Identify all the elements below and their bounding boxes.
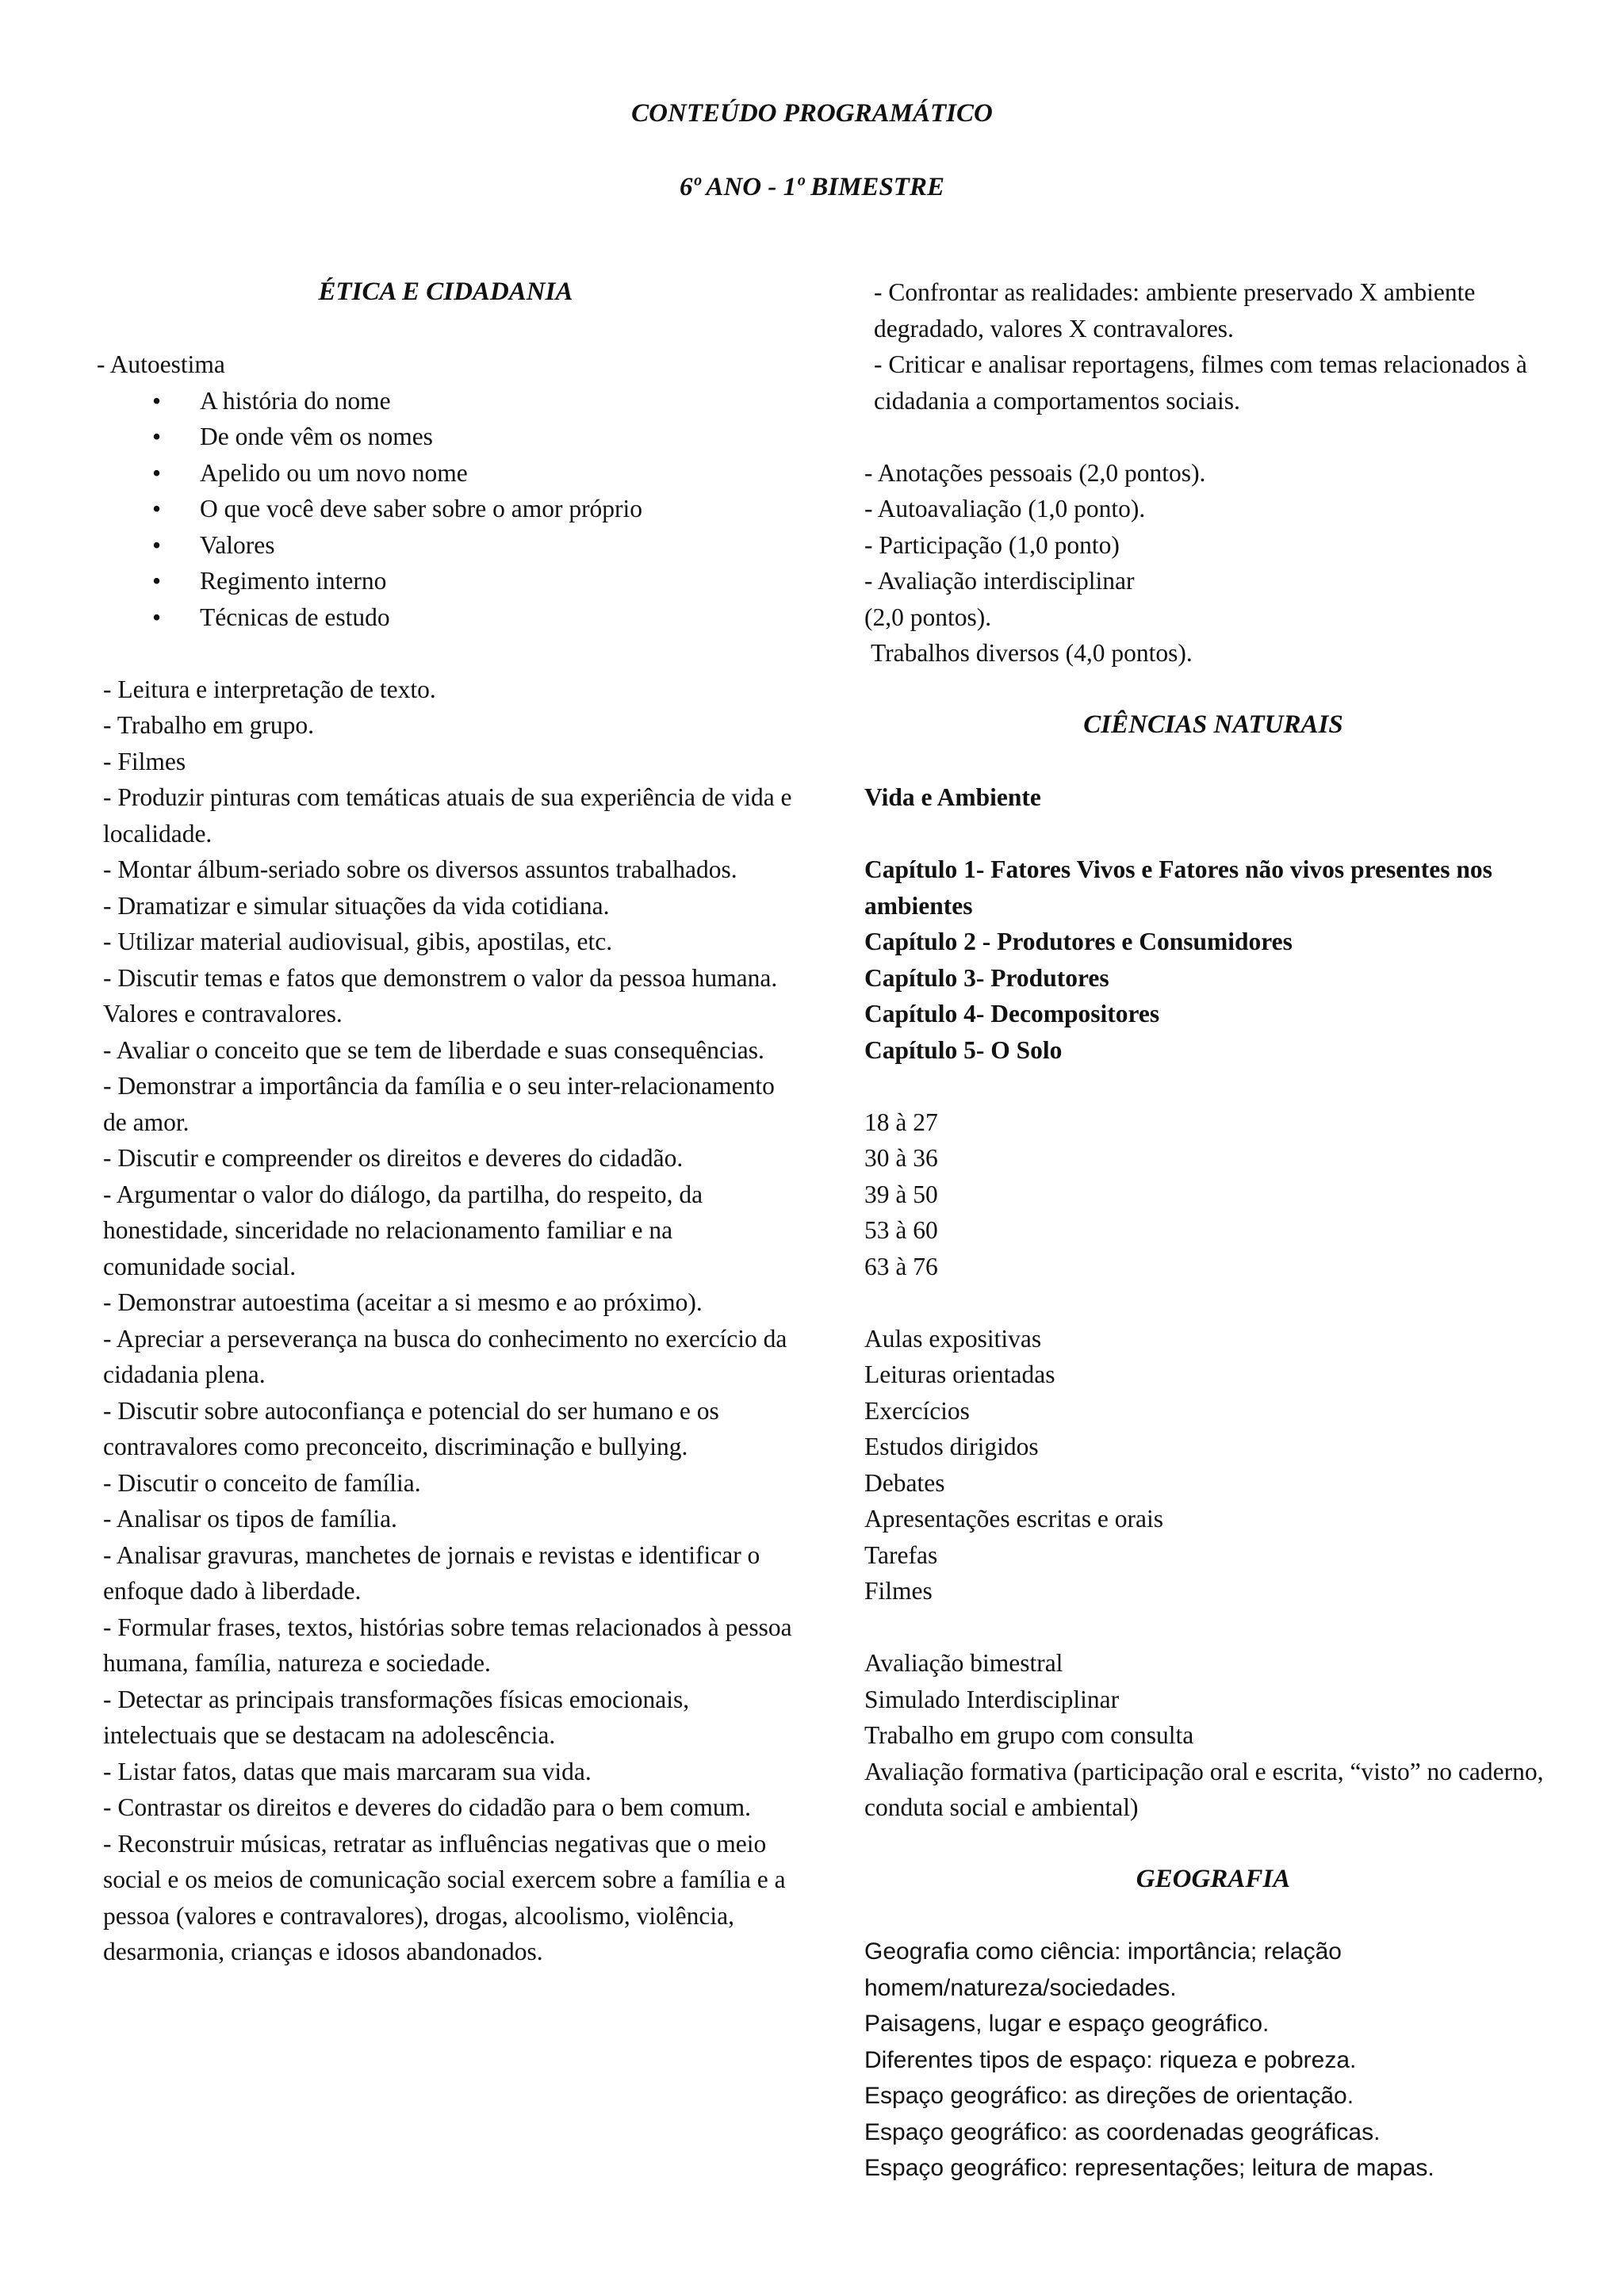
- list-item: - Analisar os tipos de família.: [103, 1505, 397, 1533]
- list-item: - Produzir pinturas com temáticas atuais de sua experiência de vida e localidade.: [103, 783, 792, 848]
- list-item: • A história do nome: [152, 383, 795, 419]
- list-item: Tarefas: [864, 1540, 938, 1569]
- geografia-topics: [864, 1934, 1562, 2187]
- list-item: Espaço geográfico: as direções de orientação.: [864, 2083, 1354, 2109]
- list-item: 30 à 36: [864, 1144, 938, 1172]
- list-item: - Discutir temas e fatos que demonstrem o valor da pessoa humana. Valores e contravalores.: [103, 963, 778, 1027]
- list-item: Avaliação bimestral: [864, 1649, 1063, 1677]
- list-item: - Reconstruir músicas, retratar as influências negativas que o meio social e os meios de comunicação social exercem sobre a família e a pessoa (valores e contravalores), drogas, alcoolismo, violência, desarmonia, crianças e idosos abandonados.: [103, 1829, 786, 1965]
- list-item: - Discutir e compreender os direitos e deveres do cidadão.: [103, 1144, 684, 1172]
- list-item: - Contrastar os direitos e deveres do cidadão para o bem comum.: [103, 1793, 751, 1821]
- list-item: • O que você deve saber sobre o amor próprio: [152, 491, 795, 527]
- list-item: - Autoavaliação (1,0 ponto).: [864, 495, 1146, 522]
- list-item: - Listar fatos, datas que mais marcaram sua vida.: [103, 1757, 592, 1785]
- autoestima-list: [97, 383, 795, 636]
- ciencias-evaluation: [864, 1645, 1562, 1826]
- list-item: • Apelido ou um novo nome: [152, 455, 795, 492]
- ciencias-chapters: [864, 851, 1562, 1068]
- page-title: CONTEÚDO PROGRAMÁTICO: [631, 99, 993, 128]
- list-item: Filmes: [864, 1577, 933, 1605]
- list-item: - Anotações pessoais (2,0 pontos).: [864, 458, 1206, 487]
- list-item: Apresentações escritas e orais: [864, 1505, 1163, 1533]
- list-item: Capítulo 4- Decompositores: [864, 1000, 1160, 1027]
- ciencias-heading: CIÊNCIAS NATURAIS: [1083, 710, 1343, 739]
- list-item: 53 à 60: [864, 1216, 938, 1244]
- list-item: • Regimento interno: [152, 563, 795, 599]
- list-item: • Valores: [152, 527, 795, 564]
- list-item: Capítulo 1- Fatores Vivos e Fatores não vivos presentes nos ambientes: [864, 855, 1492, 920]
- list-item: Paisagens, lugar e espaço geográfico.: [864, 2011, 1270, 2037]
- ciencias-subheading: Vida e Ambiente: [864, 783, 1041, 811]
- ciencias-methods: [864, 1321, 1562, 1609]
- list-item: Debates: [864, 1468, 945, 1497]
- list-item: Trabalhos diversos (4,0 pontos).: [871, 639, 1193, 667]
- list-item: Aulas expositivas: [864, 1324, 1042, 1353]
- list-item: (2,0 pontos).: [864, 603, 992, 631]
- list-item: • De onde vêm os nomes: [152, 419, 795, 455]
- list-item: - Montar álbum-seriado sobre os diversos assuntos trabalhados.: [103, 855, 737, 883]
- list-item: - Trabalho em grupo.: [103, 711, 314, 739]
- list-item: Espaço geográfico: as coordenadas geográficas.: [864, 2118, 1381, 2145]
- list-item: - Formular frases, textos, histórias sobre temas relacionados à pessoa humana, família, natureza e sociedade.: [103, 1613, 792, 1677]
- etica-evaluation: [864, 455, 1562, 672]
- list-item: 18 à 27: [864, 1108, 938, 1136]
- etica-activities: [97, 672, 795, 1970]
- list-item: • Técnicas de estudo: [152, 599, 795, 636]
- list-item: - Leitura e interpretação de texto.: [103, 675, 436, 703]
- ciencias-pages: [864, 1104, 1562, 1285]
- list-item: - Avaliação interdisciplinar: [864, 567, 1135, 595]
- list-item: - Demonstrar a importância da família e o seu inter-relacionamento de amor.: [103, 1072, 775, 1136]
- left-column: [97, 274, 795, 1970]
- list-item: - Filmes: [103, 747, 186, 775]
- list-item: - Apreciar a perseverança na busca do conhecimento no exercício da cidadania plena.: [103, 1324, 787, 1388]
- list-item: Simulado Interdisciplinar: [864, 1685, 1120, 1713]
- list-item: Trabalho em grupo com consulta: [864, 1721, 1194, 1749]
- list-item: - Analisar gravuras, manchetes de jornais e revistas e identificar o enfoque dado à liberdade.: [103, 1540, 760, 1605]
- list-item: 39 à 50: [864, 1180, 938, 1208]
- list-item: Espaço geográfico: representações; leitura de mapas.: [864, 2155, 1434, 2181]
- etica-continued: [864, 274, 1562, 419]
- list-item: - Demonstrar autoestima (aceitar a si mesmo e ao próximo).: [103, 1288, 703, 1316]
- list-item: Exercícios: [864, 1396, 970, 1425]
- list-item: - Utilizar material audiovisual, gibis, apostilas, etc.: [103, 928, 613, 955]
- list-item: - Avaliar o conceito que se tem de liberdade e suas consequências.: [103, 1035, 764, 1064]
- list-item: Avaliação formativa (participação oral e escrita, “visto” no caderno, conduta social e ambiental): [864, 1757, 1544, 1821]
- list-item: 63 à 76: [864, 1252, 938, 1280]
- autoestima-label: - Autoestima: [97, 350, 225, 378]
- list-item: Capítulo 5- O Solo: [864, 1035, 1063, 1064]
- page-subtitle: 6º ANO - 1º BIMESTRE: [680, 173, 944, 201]
- list-item: Estudos dirigidos: [864, 1433, 1039, 1460]
- list-item: - Criticar e analisar reportagens, filmes com temas relacionados à cidadania a comportamentos sociais.: [874, 350, 1527, 415]
- geografia-heading: GEOGRAFIA: [1136, 1865, 1291, 1893]
- list-item: Capítulo 3- Produtores: [864, 963, 1109, 992]
- list-item: - Argumentar o valor do diálogo, da partilha, do respeito, da honestidade, sinceridade no relacionamento familiar e na comunidade social.: [103, 1180, 703, 1280]
- list-item: Diferentes tipos de espaço: riqueza e pobreza.: [864, 2046, 1357, 2073]
- list-item: - Confrontar as realidades: ambiente preservado X ambiente degradado, valores X contravalores.: [874, 278, 1476, 342]
- list-item: - Dramatizar e simular situações da vida cotidiana.: [103, 891, 610, 920]
- list-item: - Discutir sobre autoconfiança e potencial do ser humano e os contravalores como preconceito, discriminação e bullying.: [103, 1396, 719, 1460]
- list-item: - Discutir o conceito de família.: [103, 1468, 421, 1497]
- right-column: [864, 274, 1562, 2187]
- list-item: Leituras orientadas: [864, 1360, 1055, 1388]
- list-item: - Participação (1,0 ponto): [864, 530, 1120, 559]
- list-item: Capítulo 2 - Produtores e Consumidores: [864, 928, 1293, 955]
- etica-heading: ÉTICA E CIDADANIA: [318, 277, 573, 306]
- list-item: Geografia como ciência: importância; relação homem/natureza/sociedades.: [864, 1938, 1342, 2001]
- list-item: - Detectar as principais transformações físicas emocionais, intelectuais que se destacam na adolescência.: [103, 1685, 690, 1749]
